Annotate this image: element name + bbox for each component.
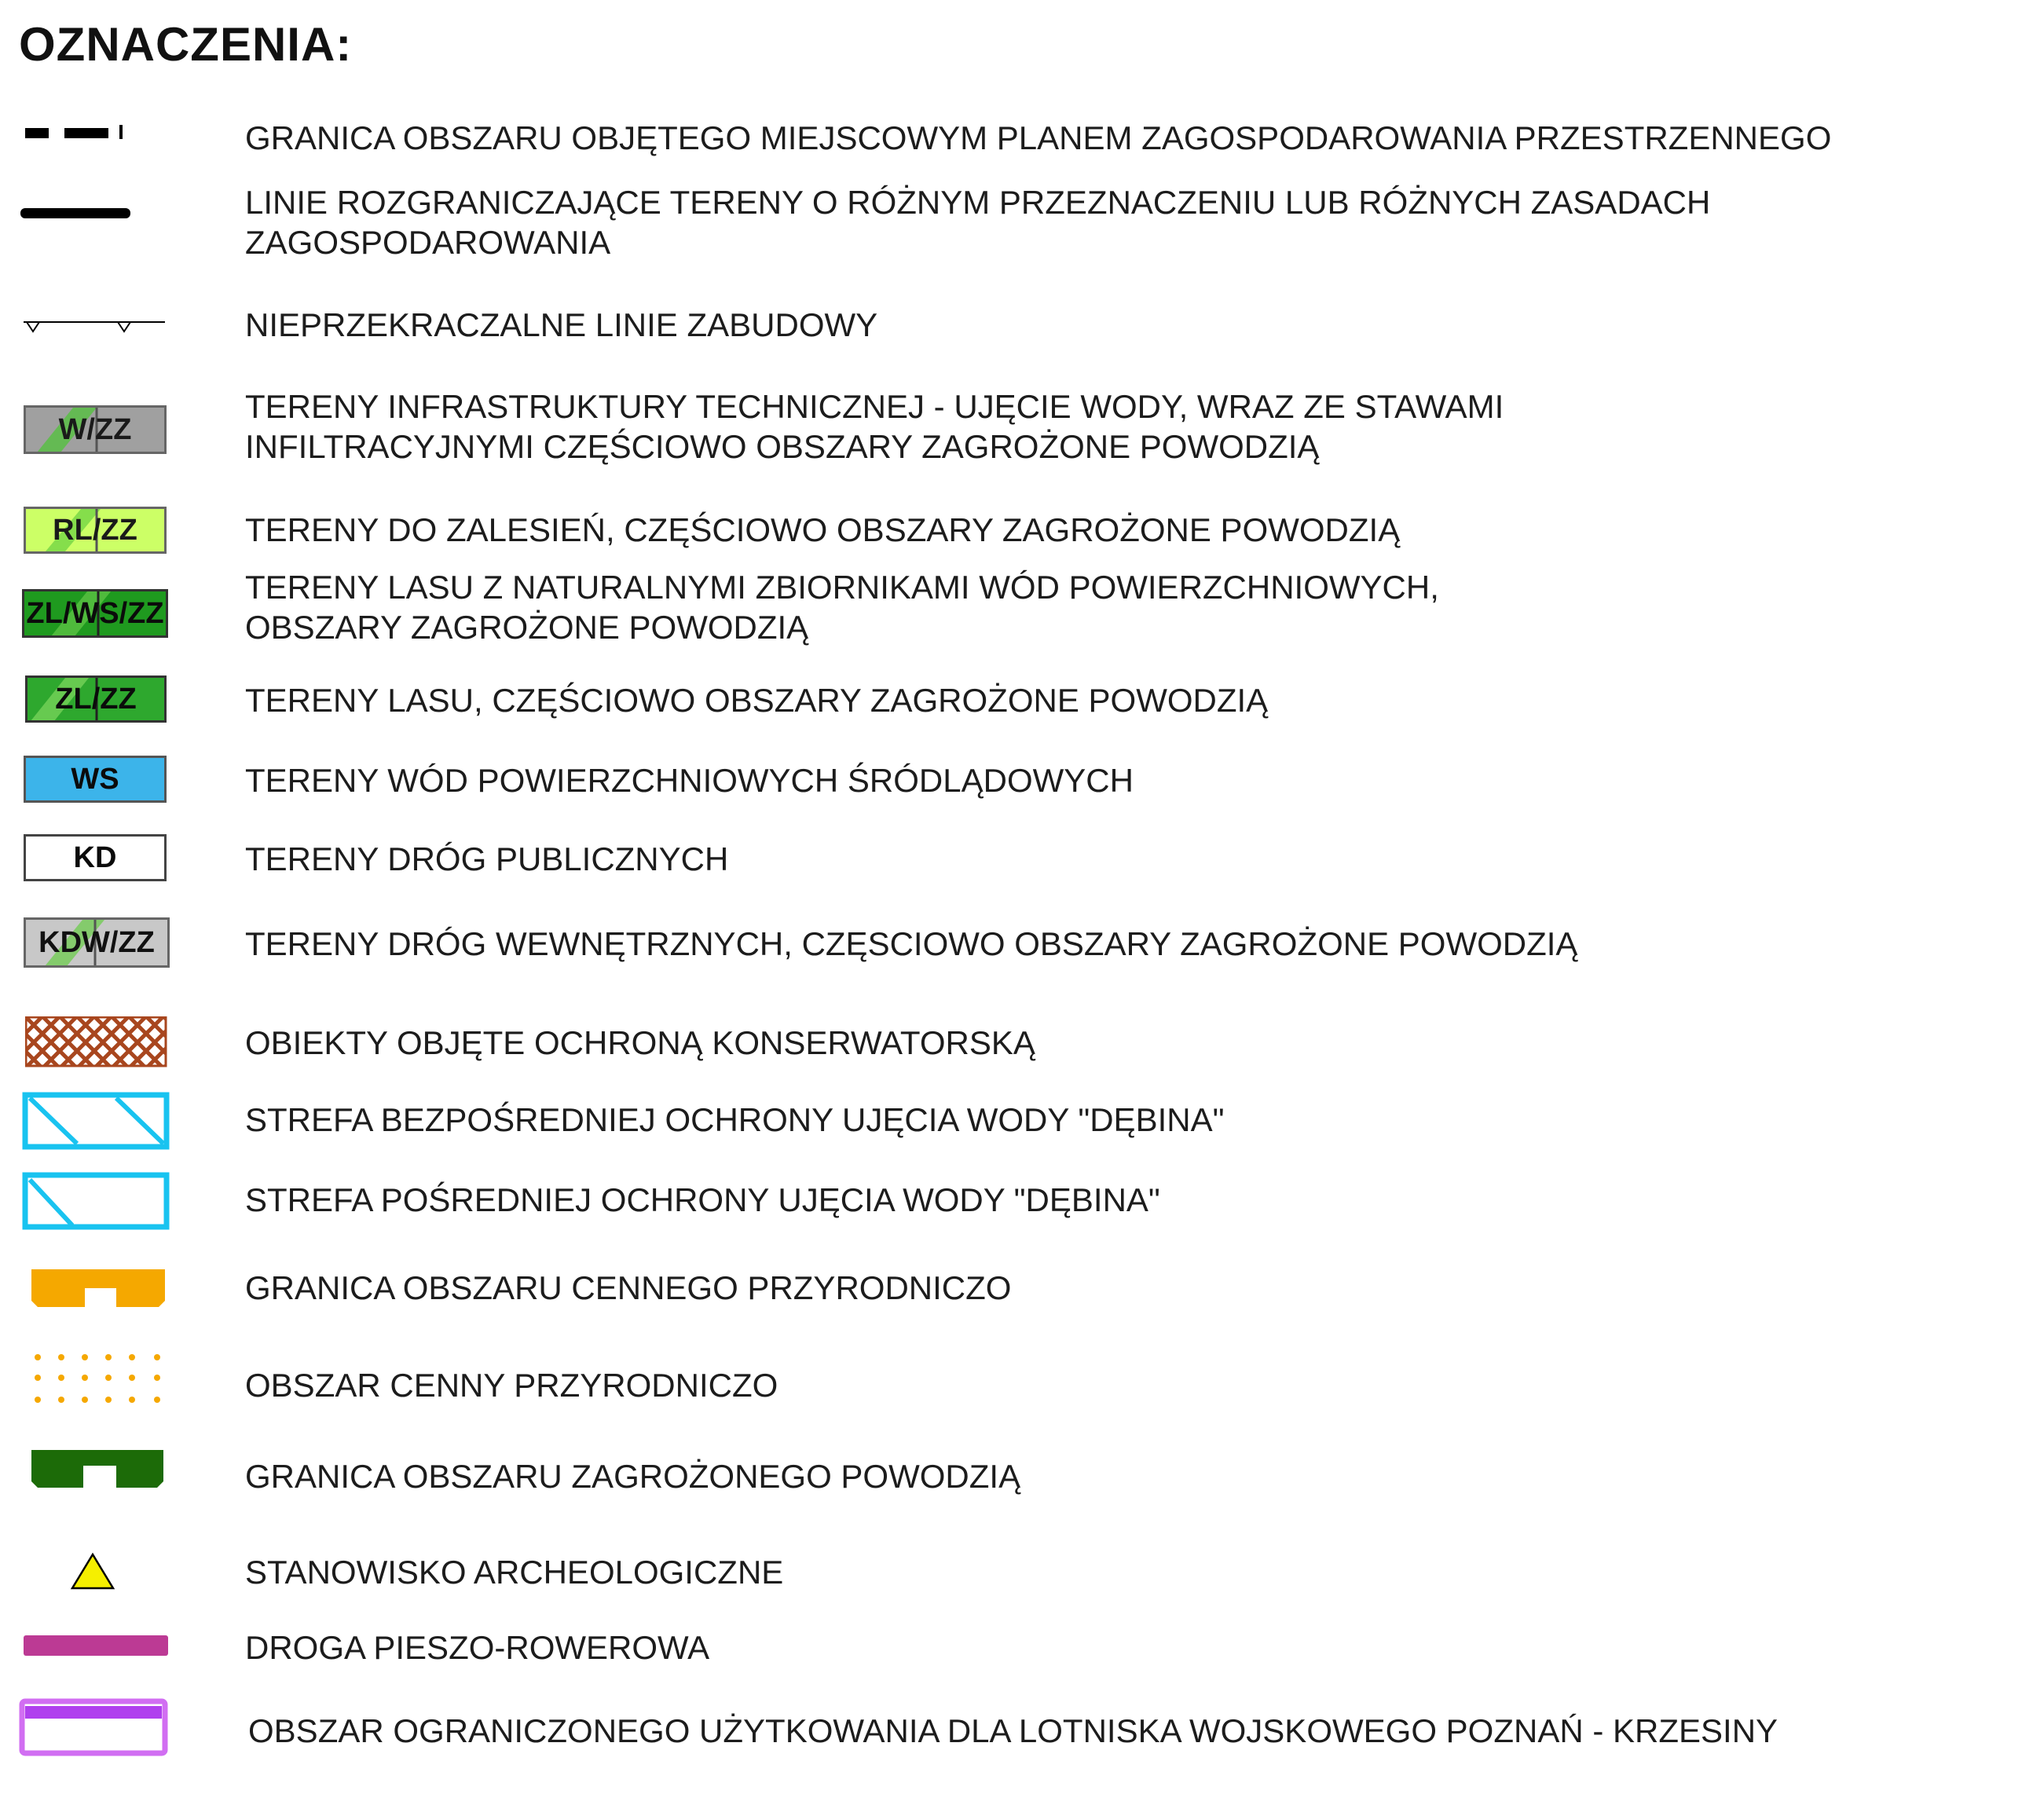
legend-item-label: STREFA POŚREDNIEJ OCHRONY UJĘCIA WODY "DĘBINA" [245, 1181, 1160, 1218]
legend-item-restricted-area [0, 1698, 2044, 1761]
dotted-nature-area-icon [31, 1351, 173, 1430]
building-line-icon [24, 314, 168, 342]
legend-item-water-intake [0, 386, 2044, 473]
zone-box-icon [24, 405, 167, 454]
pedestrian-bike-path-icon [24, 1634, 170, 1663]
solid-thick-line-icon [20, 206, 134, 225]
legend-item-flood-boundary [0, 1447, 2044, 1507]
legend-item-public-roads [0, 834, 2044, 881]
zone-box-icon [24, 507, 167, 554]
legend-item-label: TERENY LASU Z NATURALNYMI ZBIORNIKAMI WÓD POWIERZCHNIOWYCH, OBSZARY ZAGROŻONE POWODZIĄ [245, 569, 1439, 646]
legend-item-label: STREFA BEZPOŚREDNIEJ OCHRONY UJĘCIA WODY "DĘBINA" [245, 1101, 1225, 1138]
legend-item-label: TERENY DO ZALESIEŃ, CZĘŚCIOWO OBSZARY ZAGROŻONE POWODZIĄ [245, 511, 1401, 548]
legend-item-label: OBSZAR OGRANICZONEGO UŻYTKOWANIA DLA LOTNISKA WOJSKOWEGO POZNAŃ - KRZESINY [248, 1712, 1778, 1749]
zone-code: ZL/WS/ZZ [26, 596, 164, 630]
legend-item-conservation [0, 1016, 2044, 1071]
legend-item-forest [0, 676, 2044, 723]
legend-item-label: TERENY WÓD POWIERZCHNIOWYCH ŚRÓDLĄDOWYCH [245, 762, 1134, 799]
legend-item-label: TERENY INFRASTRUKTURY TECHNICZNEJ - UJĘCIE WODY, WRAZ ZE STAWAMI INFILTRACYJNYMI CZĘŚCIOWO OBSZARY ZAGROŻONE POWODZIĄ [245, 388, 1504, 465]
zone-code: WS [71, 762, 119, 796]
legend-item-label: GRANICA OBSZARU ZAGROŻONEGO POWODZIĄ [245, 1458, 1021, 1495]
legend-item-internal-roads [0, 917, 2044, 968]
legend-item-forest-water [0, 567, 2044, 654]
legend-item-label: TERENY LASU, CZĘŚCIOWO OBSZARY ZAGROŻONE POWODZIĄ [245, 682, 1269, 719]
legend-item-label: OBIEKTY OBJĘTE OCHRONĄ KONSERWATORSKĄ [245, 1024, 1035, 1061]
nature-area-boundary-icon [31, 1269, 170, 1324]
legend-item-plan-boundary [0, 118, 2044, 165]
legend-item-label: TERENY DRÓG WEWNĘTRZNYCH, CZĘSCIOWO OBSZARY ZAGROŻONE POWODZIĄ [245, 925, 1578, 962]
legend-item-label: STANOWISKO ARCHEOLOGICZNE [245, 1554, 784, 1591]
indirect-protection-zone-icon [22, 1172, 171, 1236]
zone-box-icon [24, 834, 167, 881]
legend-item-afforestation [0, 507, 2044, 554]
legend-item-nature-area [0, 1351, 2044, 1430]
legend-item-building-lines [0, 305, 2044, 352]
zone-code: W/ZZ [58, 412, 132, 446]
dashed-boundary-line-icon [24, 123, 134, 145]
legend-item-direct-protection-zone [0, 1092, 2044, 1151]
crosshatch-protection-icon [25, 1016, 168, 1072]
zone-code: KD [73, 840, 117, 874]
legend-item-label: DROGA PIESZO-ROWEROWA [245, 1629, 710, 1666]
legend-item-label: GRANICA OBSZARU OBJĘTEGO MIEJSCOWYM PLANEM ZAGOSPODAROWANIA PRZESTRZENNEGO [245, 119, 1832, 156]
archaeological-site-triangle-icon [69, 1552, 116, 1595]
legend-item-archaeological-site [0, 1549, 2044, 1604]
legend-item-label: TERENY DRÓG PUBLICZNYCH [245, 840, 729, 877]
zone-box-icon [24, 756, 167, 803]
legend-item-surface-waters [0, 756, 2044, 803]
legend-item-label: LINIE ROZGRANICZAJĄCE TERENY O RÓŻNYM PRZEZNACZENIU LUB RÓŻNYCH ZASADACH ZAGOSPODAROWANIA [245, 184, 1711, 261]
legend-item-label: NIEPRZEKRACZALNE LINIE ZABUDOWY [245, 306, 878, 343]
direct-protection-zone-icon [22, 1092, 171, 1155]
legend-item-nature-boundary [0, 1266, 2044, 1326]
zone-box-icon [25, 676, 167, 723]
legend-item-label: OBSZAR CENNY PRZYRODNICZO [245, 1367, 778, 1404]
legend-item-dividing-lines [0, 182, 2044, 261]
zone-code: RL/ZZ [53, 513, 137, 547]
legend-item-label: GRANICA OBSZARU CENNEGO PRZYRODNICZO [245, 1269, 1012, 1306]
zone-box-icon [22, 589, 168, 638]
zone-code: ZL/ZZ [55, 682, 137, 716]
flood-area-boundary-icon [31, 1450, 170, 1504]
zone-code: KDW/ZZ [38, 925, 155, 959]
legend-item-indirect-protection-zone [0, 1172, 2044, 1232]
legend-heading: OZNACZENIA: [19, 18, 353, 71]
restricted-use-area-icon [19, 1698, 170, 1762]
zone-box-icon [24, 917, 170, 968]
legend-item-bike-path [0, 1627, 2044, 1675]
